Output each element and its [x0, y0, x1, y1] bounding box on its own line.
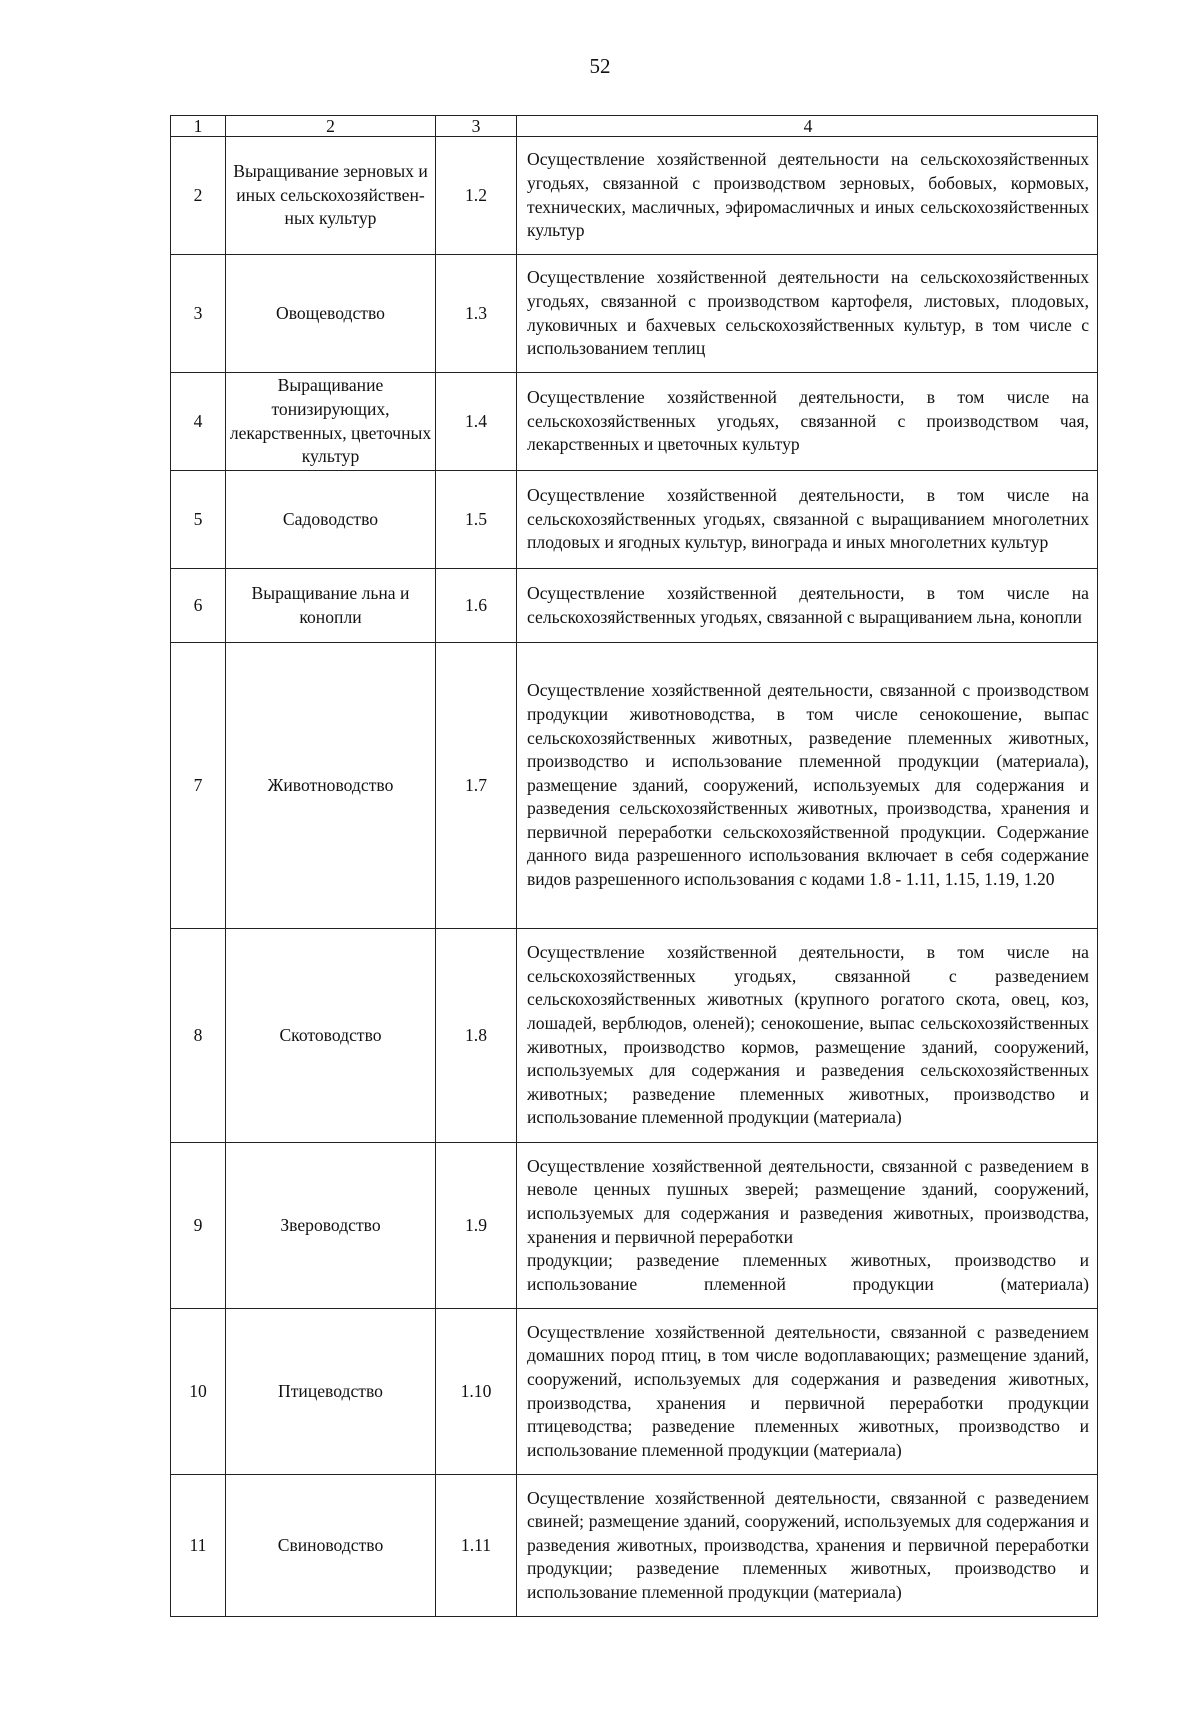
row-number: 11 — [171, 1475, 226, 1617]
land-use-description: Осуществление хозяйственной деятельности, связанной с производством продукции животноводства, в том числе сенокошение, выпас сельскохозяйственных животных, разведение племенных животных, производство и использование племенной продукции (материала), размещение зданий, сооружений, используемых для содержания и разведения сельскохозяйственных животных, производства, хранения и первичной переработки сельскохозяйственной продукции. Содержание данного вида разрешенного использования включает в себя содержание видов разрешенного использования с кодами 1.8 - 1.11, 1.15, 1.19, 1.20 — [517, 643, 1098, 929]
land-use-code: 1.7 — [436, 643, 517, 929]
row-number: 5 — [171, 471, 226, 569]
land-use-code: 1.10 — [436, 1309, 517, 1475]
row-number: 2 — [171, 137, 226, 255]
row-number: 3 — [171, 255, 226, 373]
land-use-code: 1.11 — [436, 1475, 517, 1617]
land-use-code: 1.3 — [436, 255, 517, 373]
row-number: 7 — [171, 643, 226, 929]
land-use-code: 1.2 — [436, 137, 517, 255]
row-number: 8 — [171, 929, 226, 1143]
land-use-description — [517, 1143, 1098, 1309]
header-col-4: 4 — [517, 116, 1098, 137]
table-row — [171, 1309, 1098, 1475]
row-number: 9 — [171, 1143, 226, 1309]
land-use-name: Выращивание льна и конопли — [226, 569, 436, 643]
land-use-name: Скотоводство — [226, 929, 436, 1143]
header-col-1: 1 — [171, 116, 226, 137]
table-row — [171, 137, 1098, 255]
land-use-description: Осуществление хозяйственной деятельности, связанной с разведением свиней; размещение зданий, сооружений, используемых для содержания и разведения животных, производства, хранения и первичной переработки продукции; разведение племенных животных, производство и использование племенной продукции (материала) — [517, 1475, 1098, 1617]
land-use-description: Осуществление хозяйственной деятельности, в том числе на сельскохозяйственных угодьях, связанной с производством чая, лекарственных и цветочных культур — [517, 373, 1098, 471]
table-row — [171, 471, 1098, 569]
land-use-name: Звероводство — [226, 1143, 436, 1309]
land-use-description: Осуществление хозяйственной деятельности, в том числе на сельскохозяйственных угодьях, связанной с выращиванием многолетних плодовых и ягодных культур, винограда и иных многолетних культур — [517, 471, 1098, 569]
land-use-name: Садоводство — [226, 471, 436, 569]
land-use-name: Выращивание зерновых и иных сельскохозяйствен-ных культур — [226, 137, 436, 255]
row-number: 4 — [171, 373, 226, 471]
land-use-name: Свиноводство — [226, 1475, 436, 1617]
land-use-code: 1.9 — [436, 1143, 517, 1309]
land-use-name: Птицеводство — [226, 1309, 436, 1475]
land-use-code: 1.5 — [436, 471, 517, 569]
land-use-description: Осуществление хозяйственной деятельности, связанной с разведением домашних пород птиц, в том числе водоплавающих; размещение зданий, сооружений, используемых для содержания и разведения животных, производства, хранения и первичной переработки продукции птицеводства; разведение племенных животных, производство и использование племенной продукции (материала) — [517, 1309, 1098, 1475]
land-use-description: Осуществление хозяйственной деятельности на сельскохозяйственных угодьях, связанной с производством зерновых, бобовых, кормовых, технических, масличных, эфиромасличных и иных сельскохозяйственных культур — [517, 137, 1098, 255]
land-use-name: Овощеводство — [226, 255, 436, 373]
table-row — [171, 373, 1098, 471]
land-use-description-part-1: Осуществление хозяйственной деятельности, связанной с разведением в неволе ценных пушных зверей; размещение зданий, сооружений, используемых для содержания и разведения животных, производства, хранения и первичной переработки — [527, 1155, 1089, 1247]
table-row — [171, 1475, 1098, 1617]
table-header-row — [171, 116, 1098, 137]
land-use-description: Осуществление хозяйственной деятельности, в том числе на сельскохозяйственных угодьях, связанной с разведением сельскохозяйственных животных (крупного рогатого скота, овец, коз, лошадей, верблюдов, оленей); сенокошение, выпас сельскохозяйственных животных, производство кормов, размещение зданий, сооружений, используемых для содержания и разведения сельскохозяйственных животных; разведение племенных животных, производство и использование племенной продукции (материала) — [517, 929, 1098, 1143]
land-use-name: Животноводство — [226, 643, 436, 929]
land-use-code: 1.8 — [436, 929, 517, 1143]
table-row — [171, 255, 1098, 373]
land-use-table — [170, 115, 1098, 1617]
land-use-description: Осуществление хозяйственной деятельности на сельскохозяйственных угодьях, связанной с производством картофеля, листовых, плодовых, луковичных и бахчевых сельскохозяйственных культур, в том числе с использованием теплиц — [517, 255, 1098, 373]
table-row — [171, 569, 1098, 643]
land-use-code: 1.6 — [436, 569, 517, 643]
table-row — [171, 1143, 1098, 1309]
land-use-description-part-2: продукции; разведение племенных животных, производство и использование племенной продукции (материала) — [527, 1250, 1089, 1294]
land-use-description: Осуществление хозяйственной деятельности, в том числе на сельскохозяйственных угодьях, связанной с выращиванием льна, конопли — [517, 569, 1098, 643]
header-col-3: 3 — [436, 116, 517, 137]
page-number: 52 — [589, 54, 611, 78]
land-use-code: 1.4 — [436, 373, 517, 471]
land-use-name: Выращивание тонизирующих, лекарственных, цветочных культур — [226, 373, 436, 471]
table-row — [171, 929, 1098, 1143]
table-row — [171, 643, 1098, 929]
row-number: 10 — [171, 1309, 226, 1475]
header-col-2: 2 — [226, 116, 436, 137]
row-number: 6 — [171, 569, 226, 643]
